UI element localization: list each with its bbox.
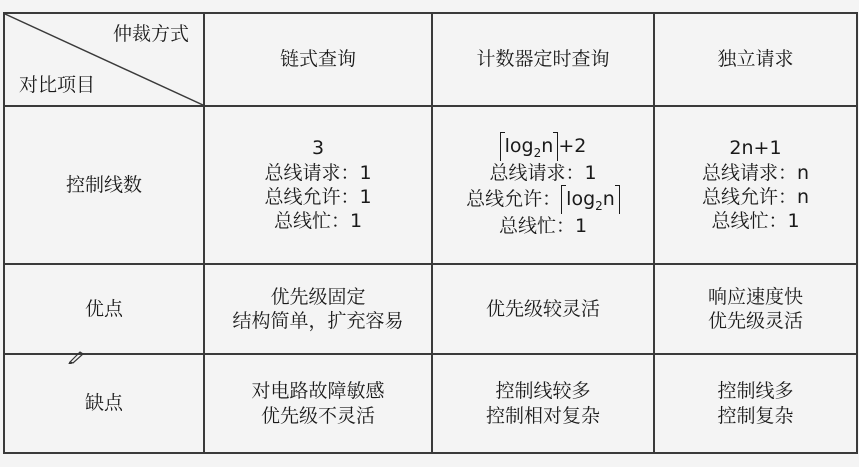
row-disadvantages (4, 354, 857, 453)
cell-line: 控制相对复杂 (485, 404, 600, 427)
cell-line-grant: 总线允许： $\log_2n$ (433, 185, 653, 214)
corner-header-cell (4, 13, 204, 106)
cell-line: 控制复杂 (717, 404, 794, 427)
arbitration-comparison-table (3, 12, 858, 454)
cell-line: 控制线较多 (495, 380, 591, 403)
row-label: 缺点 (4, 354, 204, 453)
cell-counter-control-lines (432, 106, 654, 264)
cell-line: 优先级较灵活 (485, 297, 600, 320)
cell-counter-advantages (432, 264, 654, 354)
cell-line: 总线忙：1 (711, 210, 800, 233)
pen-cursor-icon (68, 350, 86, 364)
ceiling-expression: $\log_2n$ (500, 132, 559, 161)
cell-line: 总线请求：1 (489, 161, 597, 184)
cell-independent-advantages (654, 264, 857, 354)
cell-chain-advantages (204, 264, 432, 354)
cell-line: 响应速度快 (707, 285, 803, 308)
row-control-lines (4, 106, 857, 264)
row-label: 优点 (4, 264, 204, 354)
corner-label-comparison-item: 对比项目 (19, 73, 96, 96)
cell-line: 对电路故障敏感 (251, 380, 385, 403)
cell-line: 优先级不灵活 (260, 404, 375, 427)
cell-line: 优先级灵活 (707, 310, 803, 332)
cell-chain-control-lines (204, 106, 432, 264)
cell-line-total: $\log_2n +2$ (433, 132, 653, 161)
cell-line: 3 (311, 137, 325, 160)
header-row (4, 13, 857, 106)
cell-line: 结构简单，扩充容易 (232, 310, 404, 332)
cell-line: 控制线多 (717, 380, 794, 403)
header-independent-request: 独立请求 (654, 13, 857, 106)
cell-line: 总线忙：1 (273, 210, 363, 233)
ceiling-expression: $\log_2n$ (561, 185, 620, 214)
row-label: 控制线数 (4, 106, 204, 264)
header-counter-polling: 计数器定时查询 (432, 13, 654, 106)
cell-line: 总线允许：n (701, 186, 810, 208)
cell-independent-control-lines (654, 106, 857, 264)
cell-counter-disadvantages (432, 354, 654, 453)
cell-line: 总线请求：n (701, 161, 810, 184)
cell-line: 总线请求：1 (264, 161, 372, 184)
header-chain-polling: 链式查询 (204, 13, 432, 106)
corner-label-arbitration-method: 仲裁方式 (112, 23, 189, 45)
cell-line: 总线允许：1 (264, 186, 372, 208)
cell-independent-disadvantages (654, 354, 857, 453)
cell-chain-disadvantages (204, 354, 432, 453)
cell-line: 优先级固定 (270, 285, 366, 308)
cell-line: 总线忙：1 (498, 215, 588, 238)
row-advantages (4, 264, 857, 354)
cell-line: 2n+1 (729, 137, 782, 160)
